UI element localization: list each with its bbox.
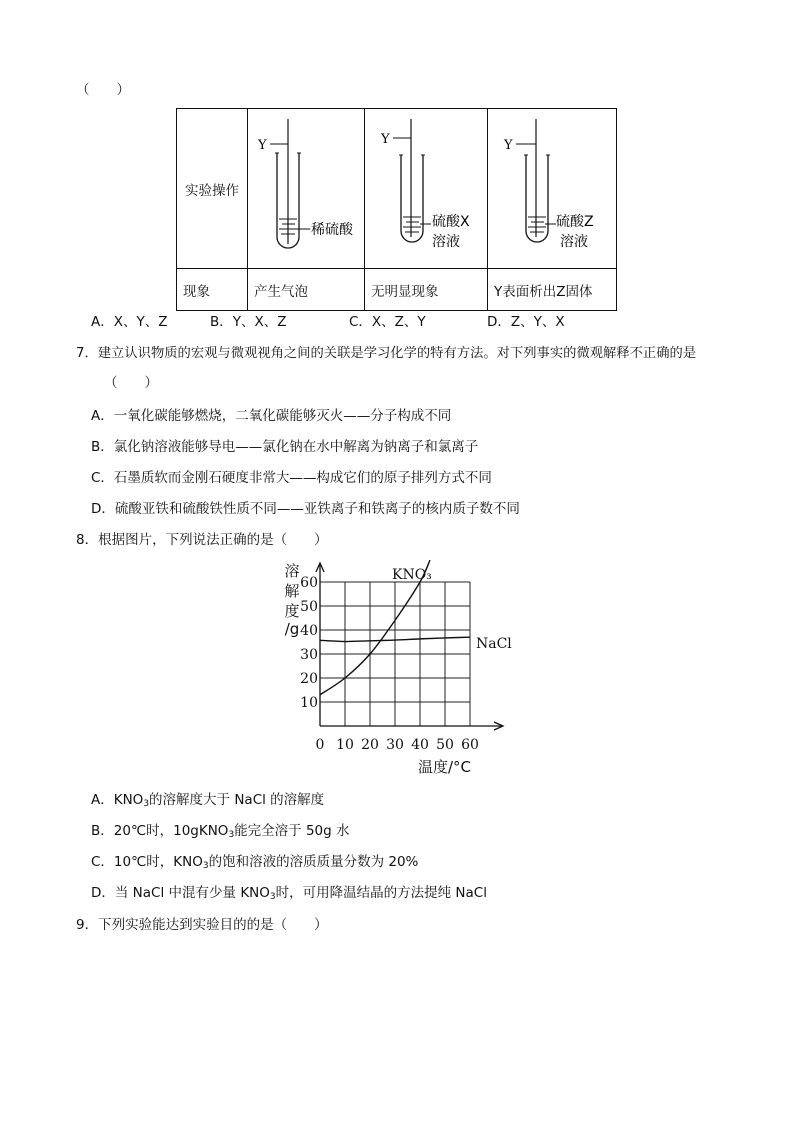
liquid-label-line1: 硫酸Z [556,214,594,230]
q7-stem: 7．建立认识物质的宏观与微观视角之间的关联是学习化学的特有方法。对下列事实的微观解释不正确的是 [76,346,697,361]
metal-label: Y [381,132,390,147]
y-tick-label: 20 [300,671,318,687]
y-axis-label-char: 度 [284,602,300,620]
option-c-subscript: 3 [202,861,209,871]
metal-label: Y [504,138,513,153]
q6-option-a[interactable]: A．X、Y、Z [91,314,168,330]
q6-answer-bracket: （ ） [76,82,130,98]
option-d-text-2: 时，可用降温结晶的方法提纯 NaCl [275,885,487,901]
option-d-subscript: 3 [269,892,276,902]
x-tick-label: 0 [315,737,325,753]
tube-cell-1 [248,109,365,269]
q6-option-d[interactable]: D．Z、Y、X [487,314,565,330]
tube-cell-3 [488,109,617,269]
y-tick-label: 60 [300,575,318,591]
q9-stem: 9．下列实验能达到实验目的的是（ ） [76,917,328,933]
phenomenon-3: Y表面析出Z固体 [488,269,617,311]
liquid-label-line1: 硫酸X [432,214,470,230]
option-b-text-1: B．20℃时，10gKNO [91,823,229,839]
q8-option-a[interactable] [91,794,324,809]
chart-axes [316,563,503,730]
nacl-label: NaCl [476,636,512,652]
y-axis-label-char: /g [284,620,300,638]
q6-option-c[interactable]: C．X、Z、Y [349,314,426,330]
experiment-table [176,108,617,311]
y-tick-label: 40 [300,623,318,639]
y-tick-label: 10 [300,695,318,711]
q8-option-c[interactable] [91,856,418,871]
q8-stem: 8．根据图片，下列说法正确的是（ ） [76,532,328,548]
y-tick-label: 50 [300,599,318,615]
solubility-chart [278,560,518,776]
liquid-label: 稀硫酸 [311,222,353,238]
kno3-label: KNO₃ [392,567,432,583]
x-tick-label: 50 [436,737,454,753]
option-d-text-1: D．当 NaCl 中混有少量 KNO [91,885,270,901]
x-tick-label: 30 [386,737,404,753]
option-b-subscript: 3 [228,830,235,840]
option-a-subscript: 3 [143,799,150,809]
q7-option-d[interactable]: D．硫酸亚铁和硫酸铁性质不同——亚铁离子和铁离子的核内质子数不同 [91,501,520,517]
x-tick-label: 20 [361,737,379,753]
x-tick-label: 60 [461,737,479,753]
option-c-text-2: 的饱和溶液的溶质质量分数为 20% [208,854,419,870]
q8-option-d[interactable] [91,887,487,902]
x-tick-label: 10 [336,737,354,753]
metal-label: Y [258,138,267,153]
tube-cell-2 [365,109,488,269]
test-tube-diagram-1 [248,109,364,264]
x-tick-label: 40 [411,737,429,753]
liquid-label-line2: 溶液 [432,234,460,250]
option-a-text-2: 的溶解度大于 NaCl 的溶解度 [149,792,325,808]
chart-grid [320,582,470,726]
q8-option-b[interactable] [91,825,350,840]
test-tube-diagram-3 [488,109,616,264]
phenomenon-1: 产生气泡 [248,269,365,311]
q6-option-b[interactable]: B．Y、X、Z [210,314,287,330]
y-tick-label: 30 [300,647,318,663]
q7-option-b[interactable]: B．氯化钠溶液能够导电——氯化钠在水中解离为钠离子和氯离子 [91,439,479,455]
option-a-text-1: A．KNO [91,792,144,808]
q7-option-a[interactable]: A．一氧化碳能够燃烧，二氧化碳能够灭火——分子构成不同 [91,408,452,424]
y-axis-label-char: 溶 [284,562,300,580]
phenomenon-2: 无明显现象 [365,269,488,311]
test-tube-diagram-2 [365,109,487,264]
q7-answer-bracket: （ ） [104,375,158,391]
liquid-label-line2: 溶液 [560,234,588,250]
q7-option-c[interactable]: C．石墨质软而金刚石硬度非常大——构成它们的原子排列方式不同 [91,470,492,486]
row-label-operation: 实验操作 [177,109,248,269]
y-axis-label-char: 解 [284,582,300,600]
row-label-phenomenon: 现象 [177,269,248,311]
option-c-text-1: C．10℃时，KNO [91,854,203,870]
x-axis-label: 温度/°C [418,758,472,776]
option-b-text-2: 能完全溶于 50g 水 [234,823,350,839]
